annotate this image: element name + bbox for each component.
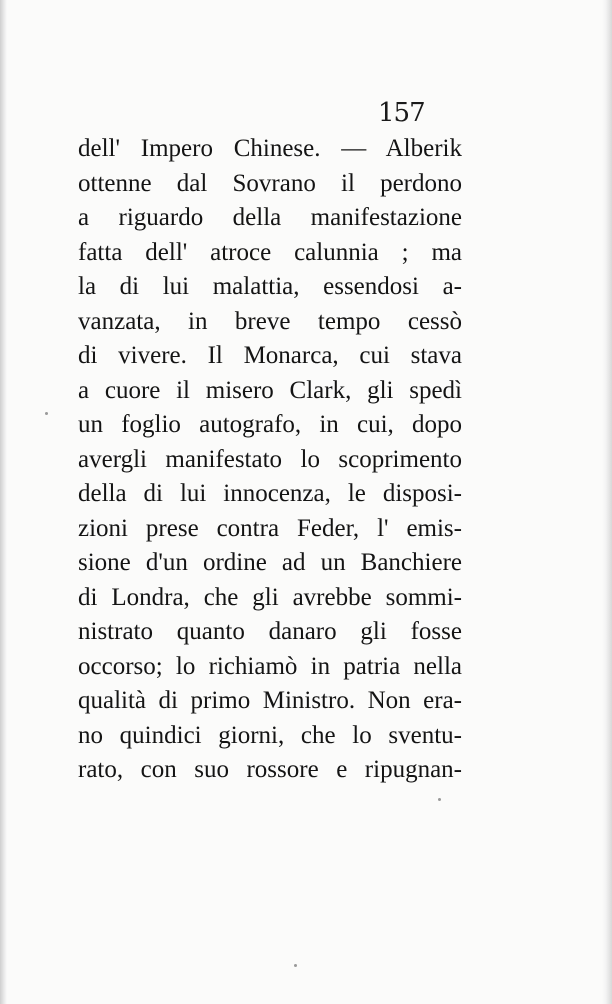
text-line: occorso; lo richiamò in patria nella	[78, 652, 462, 680]
text-line: della di lui innocenza, le disposi-	[78, 480, 462, 507]
text-line: qualità di primo Ministro. Non era-	[78, 687, 462, 714]
page-right-edge	[602, 0, 612, 1004]
page-number: 157	[378, 98, 425, 128]
text-line: un foglio autografo, in cui, dopo	[78, 411, 462, 438]
text-line: rato, con suo rossore e ripugnan-	[78, 756, 462, 783]
text-line: a riguardo della manifestazione	[78, 204, 462, 231]
paper-speck	[45, 412, 48, 415]
text-line: nistrato quanto danaro gli fosse	[78, 618, 462, 645]
text-line: fatta dell' atroce calunnia ; ma	[78, 238, 462, 266]
text-line: di vivere. Il Monarca, cui stava	[78, 342, 462, 369]
paper-speck	[438, 798, 441, 801]
text-line: zioni prese contra Feder, l' emis-	[78, 514, 462, 542]
text-line: vanzata, in breve tempo cessò	[78, 307, 462, 335]
text-line: no quindici giorni, che lo sventu-	[78, 721, 462, 749]
body-text	[78, 132, 462, 788]
text-line: sione d'un ordine ad un Banchiere	[78, 549, 462, 576]
paper-speck	[294, 964, 297, 967]
text-line: avergli manifestato lo scoprimento	[78, 445, 462, 473]
text-line: a cuore il misero Clark, gli spedì	[78, 376, 462, 404]
page-left-edge	[0, 0, 7, 1004]
text-line: di Londra, che gli avrebbe sommi-	[78, 583, 462, 611]
text-line: ottenne dal Sovrano il perdono	[78, 169, 462, 197]
text-line: dell' Impero Chinese. — Alberik	[78, 135, 462, 162]
text-line: la di lui malattia, essendosi a-	[78, 273, 462, 300]
